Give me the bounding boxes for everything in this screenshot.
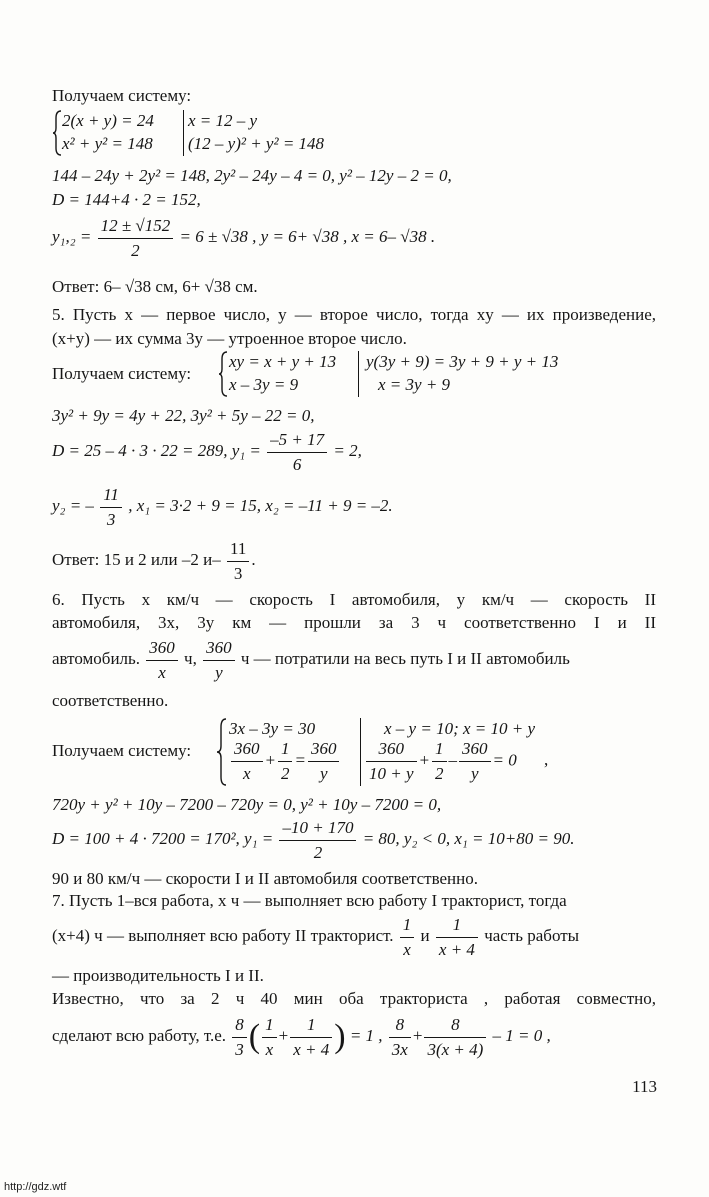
denominator: 3 bbox=[235, 1039, 244, 1059]
numerator: 360 bbox=[146, 638, 178, 661]
paragraph-line: 7. Пусть 1–вся работа, x ч — выполняет всю работу I тракторист, тогда bbox=[52, 891, 567, 910]
denominator: 6 bbox=[292, 454, 302, 474]
brace-icon bbox=[218, 351, 228, 397]
fraction bbox=[267, 430, 327, 475]
paragraph-line: соответственно. bbox=[52, 691, 169, 710]
footer-link[interactable]: http://gdz.wtf bbox=[4, 1181, 67, 1193]
denominator: 2 bbox=[435, 764, 444, 783]
paragraph-line: 5. Пусть x — первое число, y — второе число, тогда xy — их произведение, bbox=[52, 305, 656, 324]
numerator: 360 bbox=[203, 638, 235, 661]
formula-text: – 1 = 0 , bbox=[492, 1026, 551, 1045]
paren: ( bbox=[248, 1018, 261, 1056]
paragraph-line: сделают всю работу, т.е. $\frac{8}{3}$ ( $\frac{1}{x}$ + $\frac{1}{x + 4}$ ) = 1 , $\frac{8}{3x}$ + $\frac{8}{3(x + 4)}$ – 1 = 0 , bbox=[52, 1014, 551, 1059]
fraction bbox=[100, 485, 122, 530]
equation: $\frac{360}{x}$ + $\frac{1}{2}$ = $\frac{360}{y}$ bbox=[229, 739, 341, 784]
formula-line bbox=[52, 428, 362, 475]
denominator: x bbox=[242, 764, 251, 783]
fraction bbox=[98, 216, 174, 261]
numerator: 1 bbox=[436, 915, 478, 938]
paragraph-text: (x+4) ч — выполняет всю работу II тракторист. bbox=[52, 926, 394, 945]
equation: $\frac{360}{10 + y}$ + $\frac{1}{2}$ – $\frac{360}{y}$ = 0 bbox=[364, 739, 517, 784]
fraction bbox=[262, 1015, 277, 1060]
denominator: 3 bbox=[106, 509, 116, 529]
denominator: x bbox=[158, 662, 166, 682]
fraction bbox=[432, 739, 447, 784]
fraction bbox=[290, 1015, 332, 1060]
fraction bbox=[203, 638, 235, 683]
denominator: y bbox=[215, 662, 223, 682]
paragraph-line bbox=[52, 636, 570, 683]
answer-line: Ответ: 6– √38 см, 6+ √38 см. bbox=[52, 277, 258, 296]
text-line: Получаем систему: bbox=[52, 364, 192, 383]
formula-line bbox=[52, 214, 435, 261]
brace-icon bbox=[216, 718, 227, 786]
text-line: Получаем систему: bbox=[52, 741, 192, 760]
paragraph-text: ч — потратили на весь путь I и II автомобиль bbox=[240, 649, 570, 668]
brace-icon bbox=[52, 110, 62, 156]
denominator: 2 bbox=[131, 240, 140, 260]
denominator: 3 bbox=[233, 563, 243, 583]
fraction bbox=[459, 739, 491, 784]
fraction bbox=[279, 818, 356, 863]
formula-text: D = 100 + 4 · 7200 = 170², y₁ = bbox=[52, 829, 274, 848]
denominator: y bbox=[470, 764, 479, 783]
text-line: 3y² + 9y = 4y + 22, 3y² + 5y – 22 = 0, bbox=[52, 406, 315, 425]
formula-text: D = 25 – 4 · 3 · 22 = 289, y₁ = bbox=[52, 441, 261, 460]
answer-text: Ответ: 15 и 2 или –2 и– bbox=[52, 550, 221, 569]
denominator: 10 + y bbox=[369, 764, 414, 783]
equation: 2(x + y) = 24 bbox=[62, 111, 154, 130]
paragraph-text: ч, bbox=[184, 649, 197, 668]
denominator: 2 bbox=[280, 764, 290, 783]
denominator: x + 4 bbox=[438, 939, 475, 959]
divider bbox=[358, 351, 359, 397]
formula-text: = 80, y₂ < 0, x₁ = 10+80 = 90. bbox=[362, 829, 575, 848]
numerator: 360 bbox=[231, 739, 263, 762]
equation: y(3y + 9) = 3y + 9 + y + 13 bbox=[366, 352, 559, 371]
numerator: 360 bbox=[459, 739, 491, 762]
numerator: 11 bbox=[100, 485, 122, 508]
paragraph-line: (x+y) — их сумма 3y — утроенное второе число. bbox=[52, 329, 407, 348]
fraction bbox=[231, 739, 263, 784]
text-line: D = 144+4 · 2 = 152, bbox=[52, 190, 201, 209]
fraction bbox=[278, 739, 293, 784]
page-number: 113 bbox=[632, 1077, 657, 1096]
denominator: x + 4 bbox=[293, 1039, 330, 1059]
numerator: –10 + 170 bbox=[279, 818, 356, 841]
numerator: 8 bbox=[389, 1015, 411, 1038]
text-line: Получаем систему: bbox=[52, 86, 192, 105]
numerator: 1 bbox=[278, 739, 293, 762]
paragraph-line: Известно, что за 2 ч 40 мин оба тракториста , работая совместно, bbox=[52, 989, 656, 1008]
numerator: 8 bbox=[232, 1015, 247, 1038]
formula-text: y₁,₂ = bbox=[52, 227, 92, 246]
divider bbox=[360, 718, 361, 786]
numerator: 1 bbox=[432, 739, 447, 762]
denominator: x bbox=[403, 939, 411, 959]
numerator: 8 bbox=[424, 1015, 486, 1038]
denominator: 3x bbox=[391, 1039, 408, 1059]
equation: xy = x + y + 13 bbox=[229, 352, 337, 371]
formula-line bbox=[52, 483, 393, 530]
text-line: 90 и 80 км/ч — скорости I и II автомобиля соответственно. bbox=[52, 869, 478, 888]
formula-text: = 1 , bbox=[349, 1026, 383, 1045]
numerator: 1 bbox=[262, 1015, 277, 1038]
denominator: 3(x + 4) bbox=[427, 1039, 484, 1059]
divider bbox=[183, 110, 184, 156]
comma: , bbox=[544, 750, 549, 769]
fraction bbox=[366, 739, 417, 784]
numerator: 11 bbox=[227, 539, 249, 562]
formula-text: y₂ = – bbox=[52, 496, 94, 515]
paren: ) bbox=[334, 1018, 346, 1056]
equation: x² + y² = 148 bbox=[62, 134, 153, 153]
formula-text: , x₁ = 3·2 + 9 = 15, x₂ = –11 + 9 = –2. bbox=[128, 496, 393, 515]
equation: x – y = 10; x = 10 + y bbox=[384, 719, 536, 738]
numerator: 12 ± √152 bbox=[98, 216, 174, 239]
fraction bbox=[308, 739, 340, 784]
formula-text: = 6 ± √38 , y = 6+ √38 , x = 6– √38 . bbox=[179, 227, 436, 246]
fraction bbox=[424, 1015, 486, 1060]
fraction bbox=[400, 915, 415, 960]
text-line: 720y + y² + 10y – 7200 – 720y = 0, y² + 10y – 7200 = 0, bbox=[52, 795, 442, 814]
fraction bbox=[146, 638, 178, 683]
paragraph-text: часть работы bbox=[484, 926, 580, 945]
numerator: –5 + 17 bbox=[267, 430, 327, 453]
equation: 3x – 3y = 30 bbox=[229, 719, 316, 738]
paragraph-line: автомобиля, 3x, 3y км — прошли за 3 ч соответственно I и II bbox=[52, 613, 656, 632]
paragraph-text: и bbox=[420, 926, 430, 945]
answer-line: Ответ: 15 и 2 или –2 и– $\frac{11}{3}$ . bbox=[52, 538, 256, 583]
equation: x – 3y = 9 bbox=[229, 375, 299, 394]
denominator: x bbox=[265, 1039, 274, 1059]
text-line: 144 – 24y + 2y² = 148, 2y² – 24y – 4 = 0, y² – 12y – 2 = 0, bbox=[52, 166, 452, 185]
numerator: 1 bbox=[290, 1015, 332, 1038]
equation: x = 3y + 9 bbox=[378, 375, 451, 394]
denominator: 2 bbox=[313, 842, 323, 862]
equation: (12 – y)² + y² = 148 bbox=[188, 134, 325, 153]
paragraph-line: — производительность I и II. bbox=[52, 966, 264, 985]
formula-text: = 2, bbox=[333, 441, 362, 460]
paragraph-line bbox=[52, 913, 579, 960]
denominator: y bbox=[319, 764, 328, 783]
paragraph-line: 6. Пусть x км/ч — скорость I автомобиля, y км/ч — скорость II bbox=[52, 590, 656, 609]
numerator: 360 bbox=[366, 739, 417, 762]
numerator: 360 bbox=[308, 739, 340, 762]
paragraph-text: сделают всю работу, т.е. bbox=[52, 1026, 227, 1045]
fraction bbox=[436, 915, 478, 960]
formula-line bbox=[52, 816, 574, 863]
numerator: 1 bbox=[400, 915, 415, 938]
paragraph-text: автомобиль. bbox=[52, 649, 141, 668]
fraction bbox=[389, 1015, 411, 1060]
fraction bbox=[232, 1015, 247, 1060]
equation: x = 12 – y bbox=[188, 111, 258, 130]
fraction bbox=[227, 539, 249, 584]
